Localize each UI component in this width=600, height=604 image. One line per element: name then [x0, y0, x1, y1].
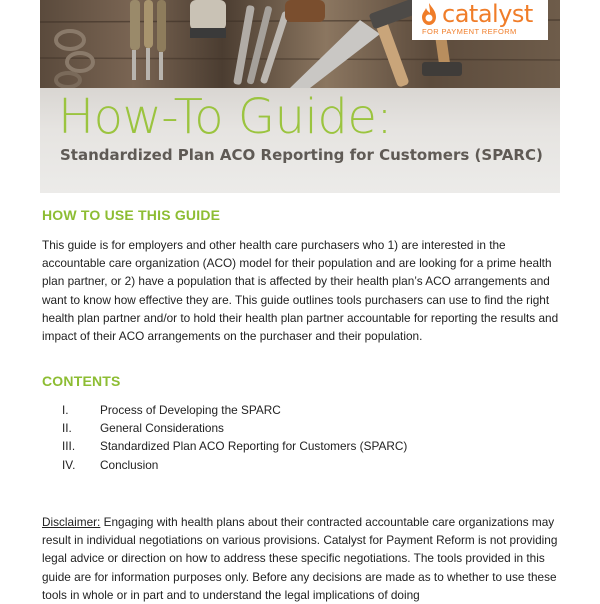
- disclaimer-text: Engaging with health plans about their contracted accountable care organizations may result in individual negotiations on various provisions. Catalyst for Payment Reform is not providing legal advice or direction on how to address these specific negotiations. The tools provided in this guide are for information purposes only. Before any decisions are made as to whether to use these tools in whole or in part and to understand the legal implications of doing: [42, 515, 558, 602]
- catalyst-logo: [412, 0, 548, 40]
- how-to-use-heading: HOW TO USE THIS GUIDE: [42, 207, 221, 223]
- contents-item-number: II.: [62, 421, 72, 436]
- catalyst-flame-icon: [420, 3, 438, 25]
- contents-item-number: III.: [62, 439, 76, 454]
- disclaimer-paragraph: [42, 513, 562, 604]
- contents-item-label: Process of Developing the SPARC: [100, 403, 281, 417]
- contents-item-number: IV.: [62, 457, 76, 472]
- contents-list: [62, 401, 407, 474]
- logo-wordmark: catalyst: [442, 0, 533, 28]
- guide-title: How-To Guide:: [58, 89, 393, 145]
- contents-item-label: General Considerations: [100, 421, 224, 436]
- contents-item-label: Conclusion: [100, 457, 159, 472]
- contents-item: [62, 401, 407, 419]
- contents-item: [62, 456, 407, 474]
- contents-heading: CONTENTS: [42, 373, 121, 389]
- guide-subtitle: Standardized Plan ACO Reporting for Customers (SPARC): [60, 146, 543, 164]
- contents-item-label: Standardized Plan ACO Reporting for Customers (SPARC): [100, 439, 408, 454]
- logo-tagline: FOR PAYMENT REFORM: [422, 27, 517, 36]
- disclaimer-label: Disclaimer:: [42, 515, 101, 529]
- contents-item-number: I.: [62, 403, 69, 417]
- contents-item: [62, 419, 407, 437]
- contents-item: [62, 437, 407, 455]
- how-to-use-paragraph: This guide is for employers and other health care purchasers who 1) are interested in the accountable care organization (ACO) model for their population and are looking for a prime health plan partner, or 2) have a population that is affected by their health plan’s ACO arrangements and want to know how effective they are. This guide outlines tools purchasers can use to find the right health plan partner and/or to hold their health plan partner accountable for reporting the results and impact of their ACO arrangements on the purchaser and their population.: [42, 238, 559, 344]
